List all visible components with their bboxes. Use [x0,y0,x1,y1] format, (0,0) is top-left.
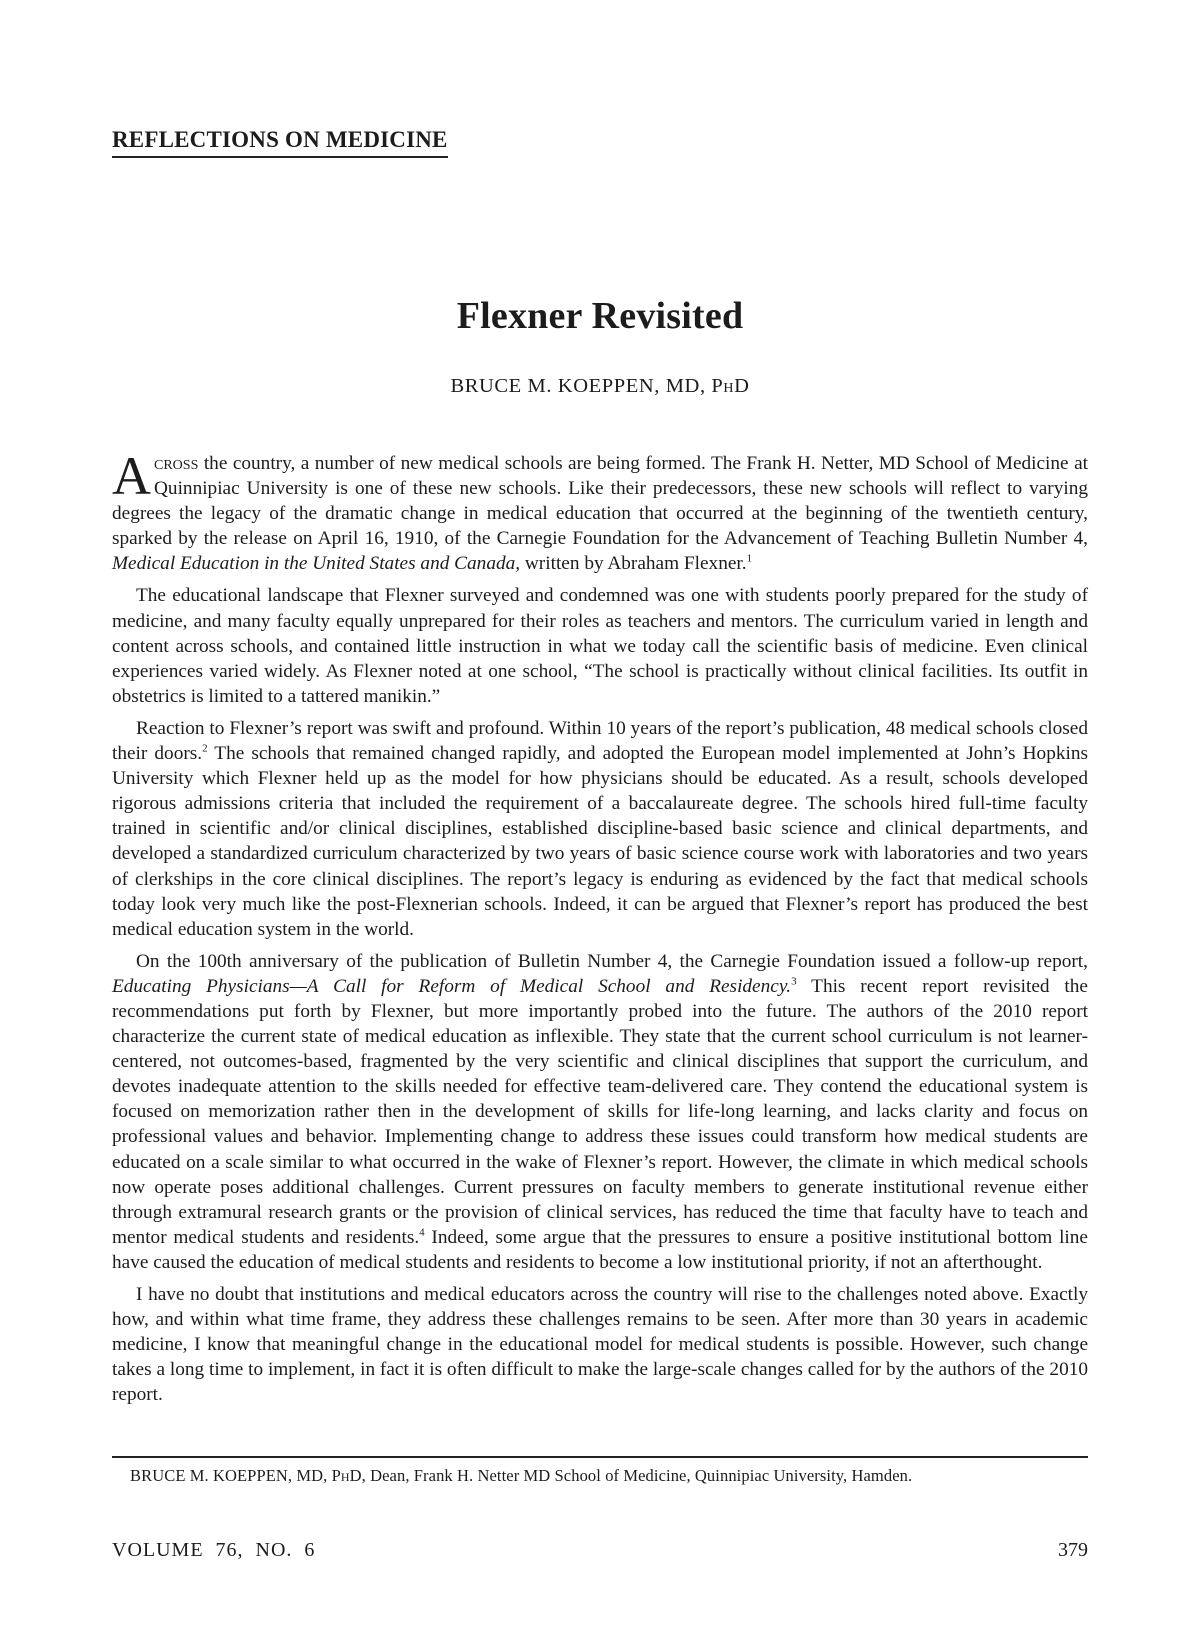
article-title: Flexner Revisited [456,295,744,337]
drop-cap: A [112,446,151,506]
paragraph-1 [112,446,1088,576]
paragraph-4-text-mid: This recent report revisited the recommendations put forth by Flexner, but more importantly probed into the future. The authors of the 2010 report characterize the current state of medical education as inflexible. They state that the current school curriculum is not learner-centered, not outcomes-based, fragmented by the very scientific and clinical disciplines that support the curriculum, and devotes inadequate attention to the skills needed for effective team-delivered care. They contend the educational system is focused on memorization rather then in the development of skills for life-long learning, and lacks clarity and focus on professional values and behavior. Implementing change to address these issues could transform how medical students are educated on a scale similar to what occurred in the wake of Flexner’s report. However, the climate in which medical schools now operate poses additional challenges. Current pressures on faculty members to generate institutional revenue either through extramural research grants or the provision of clinical services, has reduced the time that faculty have to teach and mentor medical students and residents. [112,975,1088,1248]
article-body [112,446,1088,1414]
paragraph-2: The educational landscape that Flexner surveyed and condemned was one with students poorly prepared for the study of medicine, and many faculty equally unprepared for their roles as teachers and mentors. The curriculum varied in length and content across schools, and contained little instruction in what we today call the scientific basis of medicine. Even clinical experiences varied widely. As Flexner noted at one school, “The school is practically without clinical facilities. Its outfit in obstetrics is limited to a tattered manikin.” [112,585,1088,707]
paragraph-1-text-end: written by Abraham Flexner. [520,553,747,575]
paragraph-5: I have no doubt that institutions and medical educators across the country will rise to the challenges noted above. Exactly how, and within what time frame, they address these challenges remains to be seen. After more than 30 years in academic medicine, I know that meaningful change in the educational model for medical students is possible. However, such change takes a long time to implement, in fact it is often difficult to make the large-scale changes called for by the authors of the 2010 report. [112,1284,1088,1406]
paragraph-4-text: On the 100th anniversary of the publication of Bulletin Number 4, the Carnegie Foundation issued a follow-up report, [136,950,1088,972]
reference-mark: 2 [202,742,208,755]
book-title-italic: Medical Education in the United States and Canada, [112,553,521,575]
paragraph-4 [112,949,1088,1275]
paragraph-1-text: the country, a number of new medical schools are being formed. The Frank H. Netter, MD School of Medicine at Quinnipiac University is one of these new schools. Like their predecessors, these new schools will reflect to varying degrees the legacy of the dramatic change in medical education that occurred at the beginning of the twentieth century, sparked by the release on April 16, 1910, of the Carnegie Foundation for the Advancement of Teaching Bulletin Number 4, [112,453,1088,550]
footnote-divider [112,1456,1088,1458]
paragraph-3-text: Reaction to Flexner’s report was swift and profound. Within 10 years of the report’s publication, 48 medical schools closed their doors. [112,717,1088,765]
footnote-degree: PhD [331,1466,362,1485]
author-name: BRUCE M. KOEPPEN, MD, [450,375,712,397]
reference-mark: 3 [791,975,797,988]
reference-mark: 4 [419,1226,425,1239]
author-degree: PhD [711,375,750,397]
footnote-author: BRUCE M. KOEPPEN, MD, [130,1466,332,1485]
footnote-affiliation: , Dean, Frank H. Netter MD School of Medicine, Quinnipiac University, Hamden. [361,1466,913,1485]
paragraph-4-text-end: Indeed, some argue that the pressures to ensure a positive institutional bottom line have caused the education of medical students and residents to become a low institutional priority, if not an afterthought. [112,1226,1088,1273]
page-number: 379 [1058,1539,1088,1561]
section-label: REFLECTIONS ON MEDICINE [112,127,448,158]
report-title-italic: Educating Physicians—A Call for Reform of Medical School and Residency. [112,975,792,997]
article-author [0,375,1200,398]
reference-mark: 1 [746,552,753,565]
paragraph-3 [112,716,1088,942]
paragraph-3-text-end: The schools that remained changed rapidly, and adopted the European model implemented at John’s Hopkins University which Flexner held up as the model for how physicians should be educated. As a result, schools developed rigorous admissions criteria that included the requirement of a baccalaureate degree. The schools hired full-time faculty trained in scientific and/or clinical disciplines, established discipline-based basic science and clinical departments, and developed a standardized curriculum characterized by two years of basic science course work with laboratories and two years of clerkships in the core clinical disciplines. The report’s legacy is enduring as evidenced by the fact that medical schools today look very much like the post-Flexnerian schools. Indeed, it can be argued that Flexner’s report has produced the best medical education system in the world. [112,743,1088,940]
author-affiliation-footnote [130,1466,912,1486]
volume-issue: VOLUME 76, NO. 6 [112,1539,316,1561]
lead-in-small-caps: cross [154,453,199,474]
